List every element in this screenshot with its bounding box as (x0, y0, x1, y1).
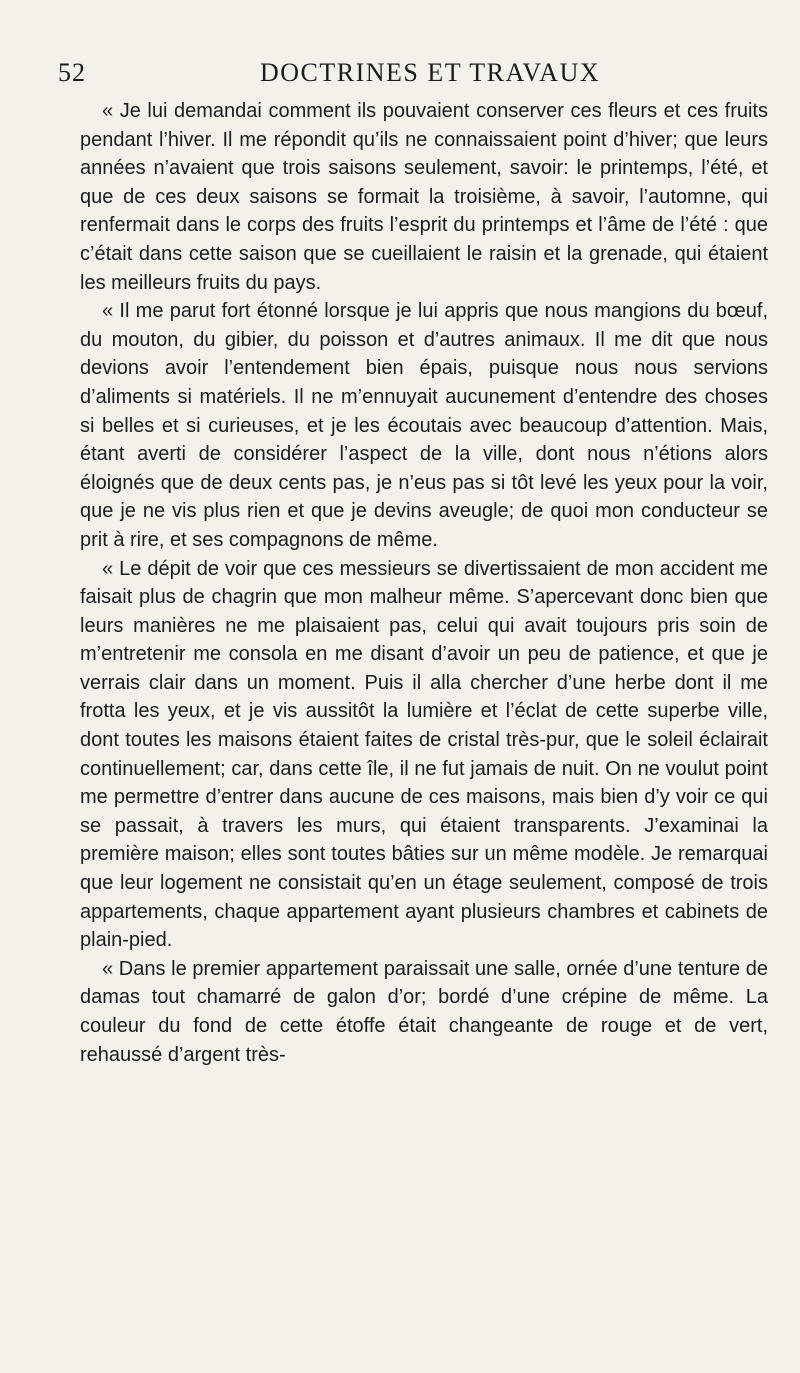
paragraph: « Il me parut fort étonné lorsque je lui appris que nous mangions du bœuf, du mouton, du gibier, du poisson et d’autres animaux. Il me dit que nous devions avoir l’entendement bien épais, puisque nous nous servions d’aliments si matériels. Il ne m’ennuyait aucunement d’entendre des choses si belles et si curieuses, et je les écoutais avec beaucoup d’attention. Mais, étant averti de considérer l’aspect de la ville, dont nous n’étions alors éloignés que de deux cents pas, je n’eus pas si tôt levé les yeux pour la voir, que je ne vis plus rien et que je devins aveugle; de quoi mon conducteur se prit à rire, et ses compagnons de même. (80, 300, 768, 551)
paragraph: « Le dépit de voir que ces messieurs se divertissaient de mon accident me faisait plus de chagrin que mon malheur même. S’apercevant donc bien que leurs manières ne me plaisaient pas, celui qui avait toujours pris soin de m’entretenir me consola en me disant d’avoir un peu de patience, et que je verrais clair dans un moment. Puis il alla chercher d’une herbe dont il me frotta les yeux, et je vis aussitôt la lumière et l’éclat de cette superbe ville, dont toutes les maisons étaient faites de cristal très-pur, que le soleil éclairait continuellement; car, dans cette île, il ne fut jamais de nuit. On ne voulut point me permettre d’entrer dans aucune de ces maisons, mais bien d’y voir ce qui se passait, à travers les murs, qui étaient transparents. J’examinai la première maison; elles sont toutes bâties sur un même modèle. Je remarquai que leur logement ne consistait qu’en un étage seulement, composé de trois appartements, chaque appartement ayant plusieurs chambres et cabinets de plain-pied. (80, 557, 768, 952)
paragraph: « Dans le premier appartement paraissait une salle, ornée d’une tenture de damas tout chamarré de galon d’or; bordé d’une crépine de même. La couleur du fond de cette étoffe était changeante de rouge et de vert, rehaussé d’argent très- (80, 957, 768, 1066)
page-number: 52 (58, 58, 86, 87)
body-text (80, 97, 768, 1069)
page-header (58, 58, 768, 92)
paragraph: « Je lui demandai comment ils pouvaient conserver ces fleurs et ces fruits pendant l’hiver. Il me répondit qu’ils ne connaissaient point d’hiver; que leurs années n’avaient que trois saisons seulement, savoir: le printemps, l’été, et que de ces deux saisons se formait la troisième, à savoir, l’automne, qui renfermait dans le corps des fruits l’esprit du printemps et l’âme de l’été : que c’était dans cette saison que se cueillaient le raisin et la grenade, qui étaient les meilleurs fruits du pays. (80, 100, 768, 294)
running-head: DOCTRINES ET TRAVAUX (260, 58, 601, 87)
